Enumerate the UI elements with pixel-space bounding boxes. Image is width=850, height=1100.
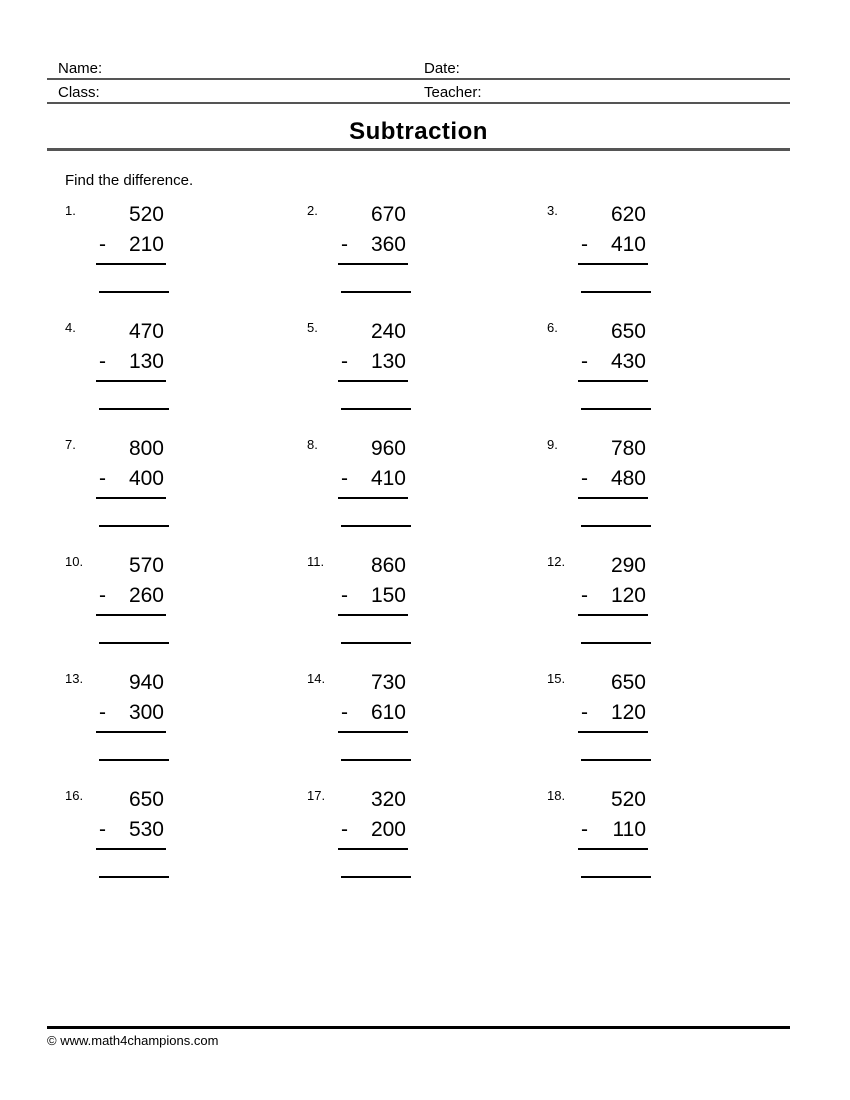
problem-body xyxy=(96,200,166,293)
problem-body xyxy=(96,785,166,878)
minus-sign: - xyxy=(341,818,348,841)
equals-line xyxy=(96,497,166,499)
subtrahend: 110 xyxy=(612,818,646,841)
problem-number: 5. xyxy=(307,320,318,335)
minuend: 520 xyxy=(128,203,164,226)
subtrahend-row xyxy=(338,347,408,377)
subtrahend-row xyxy=(578,815,648,845)
answer-blank-line xyxy=(581,759,651,761)
answer-blank-line xyxy=(581,291,651,293)
answer-blank-line xyxy=(581,408,651,410)
problem-body xyxy=(578,200,648,293)
minus-sign: - xyxy=(99,818,106,841)
problem-body xyxy=(578,668,648,761)
date-label: Date: xyxy=(424,60,460,77)
equals-line xyxy=(338,380,408,382)
subtrahend-row xyxy=(338,230,408,260)
problem-number: 9. xyxy=(547,437,558,452)
problem-number: 8. xyxy=(307,437,318,452)
minuend: 650 xyxy=(128,788,164,811)
answer-blank-line xyxy=(341,759,411,761)
header-row-class-teacher xyxy=(47,81,790,104)
minuend: 960 xyxy=(370,437,406,460)
problem-body xyxy=(338,317,408,410)
class-label: Class: xyxy=(58,84,100,101)
subtrahend: 410 xyxy=(610,233,646,256)
problem-number: 18. xyxy=(547,788,566,803)
problem-body xyxy=(578,434,648,527)
problem-body xyxy=(338,668,408,761)
subtrahend-row xyxy=(338,698,408,728)
problem xyxy=(65,551,307,668)
answer-blank-line xyxy=(341,525,411,527)
minus-sign: - xyxy=(99,701,106,724)
subtrahend: 430 xyxy=(610,350,646,373)
problem-number: 3. xyxy=(547,203,558,218)
subtrahend: 530 xyxy=(128,818,164,841)
problem xyxy=(65,434,307,551)
minuend: 730 xyxy=(370,671,406,694)
problem xyxy=(547,785,790,902)
minuend: 780 xyxy=(610,437,646,460)
minuend: 650 xyxy=(610,671,646,694)
problem-body xyxy=(578,551,648,644)
subtrahend-row xyxy=(96,815,166,845)
problem-body xyxy=(96,551,166,644)
problem-body xyxy=(96,317,166,410)
subtrahend: 260 xyxy=(128,584,164,607)
subtrahend-row xyxy=(338,464,408,494)
problem-body xyxy=(338,785,408,878)
equals-line xyxy=(338,731,408,733)
subtrahend-row xyxy=(96,698,166,728)
minus-sign: - xyxy=(99,350,106,373)
answer-blank-line xyxy=(581,642,651,644)
subtrahend-row xyxy=(338,815,408,845)
problem xyxy=(307,668,547,785)
equals-line xyxy=(96,731,166,733)
problem-body xyxy=(578,785,648,878)
minus-sign: - xyxy=(581,818,588,841)
problem-number: 1. xyxy=(65,203,76,218)
subtrahend: 300 xyxy=(128,701,164,724)
problem-number: 4. xyxy=(65,320,76,335)
minuend: 290 xyxy=(610,554,646,577)
minus-sign: - xyxy=(581,701,588,724)
answer-blank-line xyxy=(581,876,651,878)
minus-sign: - xyxy=(99,584,106,607)
subtrahend: 200 xyxy=(370,818,406,841)
problem xyxy=(65,668,307,785)
subtrahend-row xyxy=(96,464,166,494)
subtrahend: 400 xyxy=(128,467,164,490)
answer-blank-line xyxy=(341,876,411,878)
equals-line xyxy=(338,614,408,616)
problem xyxy=(65,317,307,434)
minus-sign: - xyxy=(581,350,588,373)
copyright-text: © www.math4champions.com xyxy=(47,1033,219,1048)
minus-sign: - xyxy=(581,467,588,490)
answer-blank-line xyxy=(99,408,169,410)
answer-blank-line xyxy=(341,642,411,644)
problem xyxy=(65,785,307,902)
subtrahend-row xyxy=(578,464,648,494)
subtrahend: 360 xyxy=(370,233,406,256)
minuend: 650 xyxy=(610,320,646,343)
problem xyxy=(307,551,547,668)
problem-number: 10. xyxy=(65,554,84,569)
answer-blank-line xyxy=(99,642,169,644)
problem-number: 2. xyxy=(307,203,318,218)
subtrahend: 120 xyxy=(610,701,646,724)
minuend: 240 xyxy=(370,320,406,343)
equals-line xyxy=(96,263,166,265)
equals-line xyxy=(96,380,166,382)
subtrahend-row xyxy=(578,581,648,611)
answer-blank-line xyxy=(99,759,169,761)
subtrahend: 120 xyxy=(610,584,646,607)
problem xyxy=(307,317,547,434)
minus-sign: - xyxy=(341,467,348,490)
equals-line xyxy=(578,263,648,265)
subtrahend: 150 xyxy=(370,584,406,607)
equals-line xyxy=(96,848,166,850)
equals-line xyxy=(578,497,648,499)
problem xyxy=(547,200,790,317)
problem xyxy=(547,317,790,434)
equals-line xyxy=(578,848,648,850)
problem-body xyxy=(96,434,166,527)
answer-blank-line xyxy=(99,525,169,527)
minuend: 940 xyxy=(128,671,164,694)
subtrahend: 410 xyxy=(370,467,406,490)
subtrahend-row xyxy=(578,230,648,260)
problem-number: 13. xyxy=(65,671,84,686)
problem-body xyxy=(578,317,648,410)
teacher-label: Teacher: xyxy=(424,84,482,101)
problem-number: 14. xyxy=(307,671,326,686)
problem-number: 7. xyxy=(65,437,76,452)
problem-body xyxy=(338,551,408,644)
subtrahend-row xyxy=(578,347,648,377)
minuend: 470 xyxy=(128,320,164,343)
page-title: Subtraction xyxy=(349,118,488,145)
problem xyxy=(547,668,790,785)
minus-sign: - xyxy=(581,233,588,256)
subtrahend-row xyxy=(96,347,166,377)
problem-number: 15. xyxy=(547,671,566,686)
equals-line xyxy=(338,263,408,265)
answer-blank-line xyxy=(99,876,169,878)
header-row-name-date xyxy=(47,57,790,80)
minus-sign: - xyxy=(99,233,106,256)
problem xyxy=(307,785,547,902)
minuend: 620 xyxy=(610,203,646,226)
minus-sign: - xyxy=(341,350,348,373)
minus-sign: - xyxy=(341,584,348,607)
problem-number: 17. xyxy=(307,788,326,803)
equals-line xyxy=(578,614,648,616)
subtrahend-row xyxy=(96,581,166,611)
problems-grid xyxy=(65,200,808,902)
minuend: 670 xyxy=(370,203,406,226)
problem-body xyxy=(338,434,408,527)
minus-sign: - xyxy=(341,233,348,256)
answer-blank-line xyxy=(341,291,411,293)
subtrahend: 210 xyxy=(128,233,164,256)
equals-line xyxy=(338,497,408,499)
equals-line xyxy=(578,380,648,382)
subtrahend-row xyxy=(338,581,408,611)
equals-line xyxy=(578,731,648,733)
answer-blank-line xyxy=(581,525,651,527)
problem-number: 11. xyxy=(307,554,325,569)
equals-line xyxy=(338,848,408,850)
subtrahend: 610 xyxy=(370,701,406,724)
problem-number: 12. xyxy=(547,554,566,569)
header-fields xyxy=(47,57,790,104)
problem xyxy=(307,200,547,317)
problem xyxy=(547,434,790,551)
minus-sign: - xyxy=(341,701,348,724)
answer-blank-line xyxy=(99,291,169,293)
minus-sign: - xyxy=(581,584,588,607)
minuend: 800 xyxy=(128,437,164,460)
answer-blank-line xyxy=(341,408,411,410)
problem xyxy=(547,551,790,668)
minuend: 520 xyxy=(610,788,646,811)
title-divider xyxy=(47,148,790,151)
instruction-text: Find the difference. xyxy=(65,172,194,189)
problem xyxy=(307,434,547,551)
name-label: Name: xyxy=(58,60,103,77)
minus-sign: - xyxy=(99,467,106,490)
minuend: 860 xyxy=(370,554,406,577)
equals-line xyxy=(96,614,166,616)
footer-divider xyxy=(47,1026,790,1029)
subtrahend: 480 xyxy=(610,467,646,490)
problem xyxy=(65,200,307,317)
problem-body xyxy=(338,200,408,293)
subtrahend: 130 xyxy=(128,350,164,373)
minuend: 320 xyxy=(370,788,406,811)
subtrahend: 130 xyxy=(370,350,406,373)
problem-body xyxy=(96,668,166,761)
subtrahend-row xyxy=(96,230,166,260)
problem-number: 16. xyxy=(65,788,84,803)
minuend: 570 xyxy=(128,554,164,577)
problem-number: 6. xyxy=(547,320,558,335)
subtrahend-row xyxy=(578,698,648,728)
